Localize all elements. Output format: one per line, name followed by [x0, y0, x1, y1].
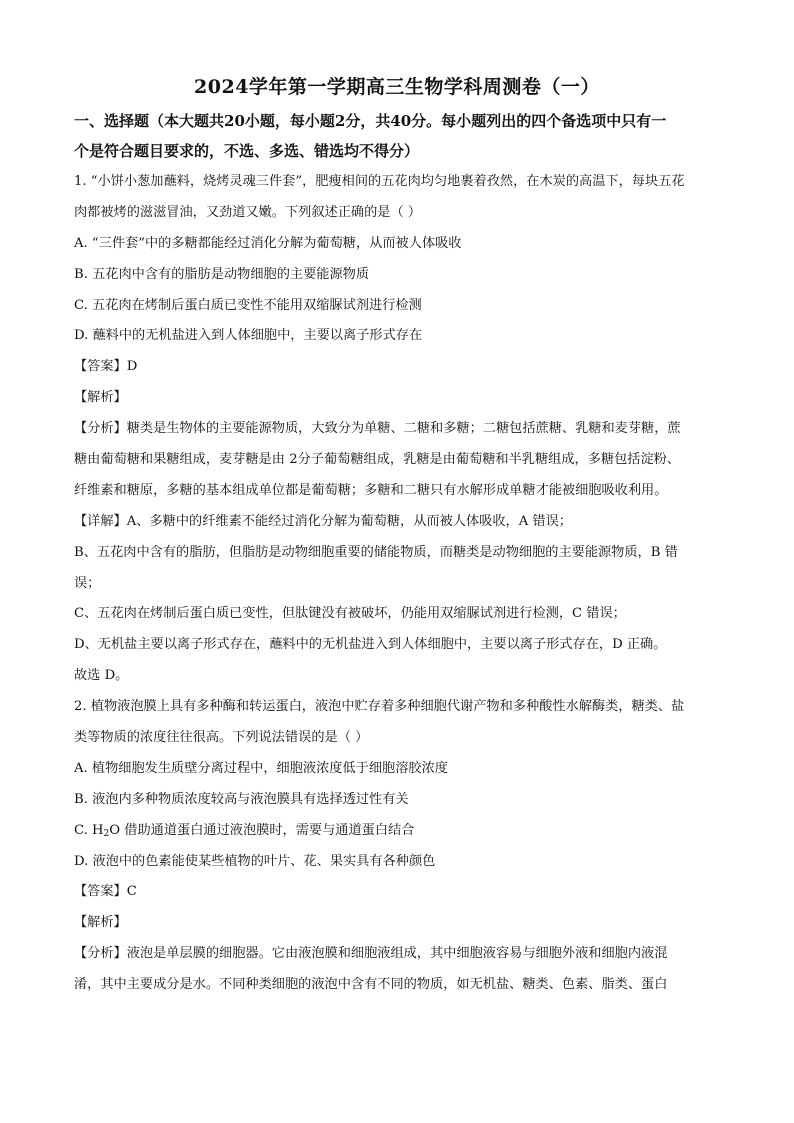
q1-detail-b-line-1: B、五花肉中含有的脂肪，但脂肪是动物细胞重要的储能物质，而糖类是动物细胞的主要能源物质，B 错 [74, 544, 678, 560]
q2-fenxi-line-2: 淆，其中主要成分是水。不同种类细胞的液泡中含有不同的物质，如无机盐、糖类、色素、脂类、蛋白 [74, 977, 668, 993]
section-heading-line-2: 个是符合题目要求的，不选、多选、错选均不得分） [74, 142, 420, 160]
q1-fenxi-line-1 [74, 414, 724, 445]
q2-option-b: B. 液泡内多种物质浓度较高与液泡膜具有选择透过性有关 [74, 791, 409, 807]
q2-fenxi-text-1: 液泡是单层膜的细胞器。它由液泡膜和细胞液组成，其中细胞液容易与细胞外液和细胞内液混 [126, 946, 668, 962]
q1-option-c: C. 五花肉在烤制后蛋白质已变性不能用双缩脲试剂进行检测 [74, 297, 422, 313]
q1-detail-c: C、五花肉在烤制后蛋白质已变性，但肽键没有被破坏，仍能用双缩脲试剂进行检测，C 错误； [74, 606, 626, 622]
q2-fenxi-tag: 【分析】 [74, 946, 127, 962]
q2-option-a: A. 植物细胞发生质壁分离过程中，细胞液浓度低于细胞溶胶浓度 [74, 760, 448, 776]
q1-answer-tag: 【答案】 [74, 359, 127, 375]
q1-detail-b-line-2: 误； [74, 575, 101, 591]
q1-answer-value: D [126, 359, 138, 375]
q1-fenxi-text-1: 糖类是生物体的主要能源物质，大致分为单糖、二糖和多糖；二糖包括蔗糖、乳糖和麦芽糖，蔗 [126, 421, 681, 437]
q2-answer-value: C [126, 884, 137, 900]
q1-detail-tag: 【详解】 [74, 513, 127, 529]
q1-option-d: D. 蘸料中的无机盐进入到人体细胞中，主要以离子形式存在 [74, 328, 423, 344]
q1-fenxi-line-2: 糖由葡萄糖和果糖组成，麦芽糖是由 2分子葡萄糖组成，乳糖是由葡萄糖和半乳糖组成，多糖包括淀粉、 [74, 452, 681, 468]
q2-option-c-pre: C. H [74, 822, 104, 838]
q1-detail-a-text: A、多糖中的纤维素不能经过消化分解为葡萄糖，从而被人体吸收，A 错误； [126, 513, 572, 529]
q1-fenxi-tag: 【分析】 [74, 421, 127, 437]
q2-option-c-sub: 2 [103, 828, 110, 839]
q2-answer-tag: 【答案】 [74, 884, 127, 900]
page-title: 2024学年第一学期高三生物学科周测卷（一） [194, 76, 600, 98]
q2-stem-line-2: 类等物质的浓度往往很高。下列说法错误的是（ ） [74, 730, 369, 746]
section-heading [74, 106, 724, 166]
q2-option-d: D. 液泡中的色素能使某些植物的叶片、花、果实具有各种颜色 [74, 853, 436, 869]
q1-analysis-tag: 【解析】 [74, 390, 127, 406]
q1-option-b: B. 五花肉中含有的脂肪是动物细胞的主要能源物质 [74, 266, 370, 282]
q1-stem-line-1: 1. “小饼小葱加蘸料，烧烤灵魂三件套”，肥瘦相间的五花肉均匀地裹着孜然，在木炭的高温下，每块五花 [74, 174, 685, 189]
q2-answer [74, 877, 724, 908]
q2-stem-line-1: 2. 植物液泡膜上具有多种酶和转运蛋白，液泡中贮存着多种细胞代谢产物和多种酸性水解酶类，糖类、盐 [74, 699, 685, 715]
q1-detail-a [74, 507, 724, 538]
q2-analysis-tag: 【解析】 [74, 915, 127, 931]
question-body [74, 167, 724, 1001]
q1-fenxi-line-3: 纤维素和糖原，多糖的基本组成单位都是葡萄糖；多糖和二糖只有水解形成单糖才能被细胞吸收利用。 [74, 482, 668, 498]
q1-option-a: A. “三件套”中的多糖都能经过消化分解为葡萄糖，从而被人体吸收 [74, 235, 462, 251]
q2-option-c-post: O 借助通道蛋白通过液泡膜时，需要与通道蛋白结合 [109, 822, 415, 838]
q2-fenxi-line-1 [74, 939, 724, 970]
q1-answer [74, 352, 724, 383]
q1-conclusion: 故选 D。 [74, 668, 129, 684]
q2-option-c [74, 816, 724, 847]
section-heading-line-1: 一、选择题（本大题共20小题，每小题2分，共40分。每小题列出的四个备选项中只有一 [74, 112, 667, 130]
q1-detail-d: D、无机盐主要以离子形式存在，蘸料中的无机盐进入到人体细胞中，主要以离子形式存在，D 正确。 [74, 637, 667, 653]
q1-stem-line-2: 肉都被烤的滋滋冒油，又劲道又嫩。下列叙述正确的是（ ） [74, 204, 422, 220]
